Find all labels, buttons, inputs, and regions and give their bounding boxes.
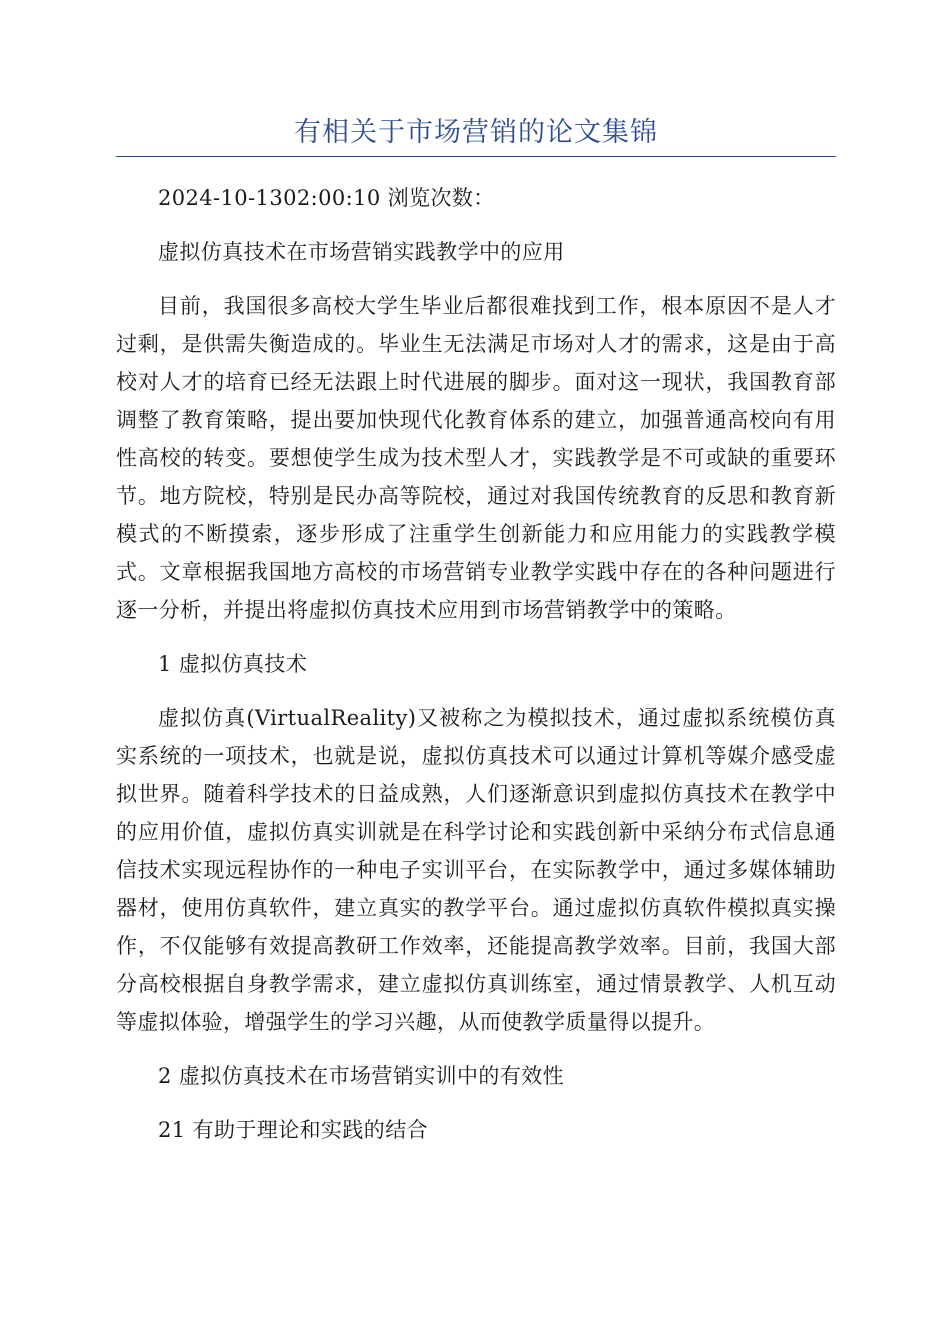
subsection-heading: 21 有助于理论和实践的结合 xyxy=(158,1118,428,1142)
meta-line: 2024-10-1302:00:10 浏览次数： xyxy=(158,186,495,210)
subtitle-paragraph: 虚拟仿真技术在市场营销实践教学中的应用 xyxy=(158,240,565,264)
body-paragraph: 虚拟仿真(VirtualReality)又被称之为模拟技术，通过虚拟系统模仿真实系统的一项技术，也就是说，虚拟仿真技术可以通过计算机等媒介感受虚拟世界。随着科学技术的日益成熟，人们逐渐意识到虚拟仿真技术在教学中的应用价值，虚拟仿真实训就是在科学讨论和实践创新中采纳分布式信息通信技术实现远程协作的一种电子实训平台，在实际教学中，通过多媒体辅助器材，使用仿真软件，建立真实的教学平台。通过虚拟仿真软件模拟真实操作，不仅能够有效提高教研工作效率，还能提高教学效率。目前，我国大部分高校根据自身教学需求，建立虚拟仿真训练室，通过情景教学、人机互动等虚拟体验，增强学生的学习兴趣，从而使教学质量得以提升。 xyxy=(116,706,836,1034)
document-title: 有相关于市场营销的论文集锦 xyxy=(294,117,658,148)
section-heading: 1 虚拟仿真技术 xyxy=(158,652,308,676)
body-paragraph: 目前，我国很多高校大学生毕业后都很难找到工作，根本原因不是人才过剩，是供需失衡造成的。毕业生无法满足市场对人才的需求，这是由于高校对人才的培育已经无法跟上时代进展的脚步。面对这一现状，我国教育部调整了教育策略，提出要加快现代化教育体系的建立，加强普通高校向有用性高校的转变。要想使学生成为技术型人才，实践教学是不可或缺的重要环节。地方院校，特别是民办高等院校，通过对我国传统教育的反思和教育新模式的不断摸索，逐步形成了注重学生创新能力和应用能力的实践教学模式。文章根据我国地方高校的市场营销专业教学实践中存在的各种问题进行逐一分析，并提出将虚拟仿真技术应用到市场营销教学中的策略。 xyxy=(116,294,836,622)
document-page xyxy=(116,108,836,1165)
section-heading: 2 虚拟仿真技术在市场营销实训中的有效性 xyxy=(158,1064,565,1088)
